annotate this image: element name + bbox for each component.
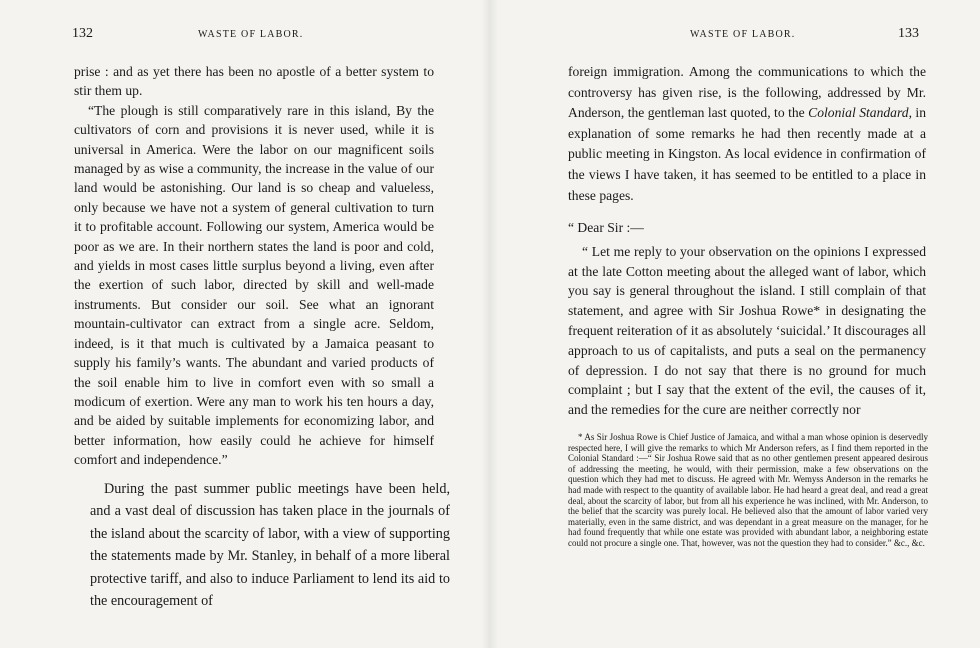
letter-body: “ Let me reply to your observation on the opinions I expressed at the late Cotton meeting about the alleged want of labor, which you say is general throughout the island. I still complain of that statement, and agree with Sir Joshua Rowe* in designating the frequent reiteration of it as absolutely ‘suicidal.’ It discourages all approach to us of capitalists, and puts a seal on the permanency of depression. I do not say that there is no ground for much complaint ; but I say that the extent of the evil, the causes of it, and the remedies for the cure are neither correctly nor (568, 243, 926, 418)
left-running-head: WASTE OF LABOR. (198, 29, 304, 40)
right-intro-paragraph (568, 62, 926, 206)
right-intro-italic: Colonial Standard (808, 105, 909, 121)
letter-salutation: “ Dear Sir :— (568, 220, 644, 235)
left-body-text (74, 62, 434, 470)
footnote: * As Sir Joshua Rowe is Chief Justice of Jamaica, and withal a man whose opinion is deservedly respected here, I will give the remarks to which Mr Anderson refers, as I find them reported in the Colonial Standard :—“ Sir Joshua Rowe said that as no other gentlemen present appeared desirous of addressing the meeting, he would, with their permission, make a few observations on the question which they had met to discuss. He agreed with Mr. Wemyss Anderson in the remarks he had made with respect to the quantity of available labor. He had heard a great deal, and read a great deal, about the scarcity of labor, but from all his experience he was inclined, with Mr. Anderson, to the belief that the scarcity was purely local. He believed also that the amount of labor varied very materially, even in the same district, and was dependant in a great measure on the manager, for he had found frequently that while one estate was provided with abundant labor, a neighboring estate could not procure a single one. That, however, was not the question they had to consider.” &c., &c. (568, 432, 928, 548)
left-para-continued: prise : and as yet there has been no apostle of a better system to stir them up. (74, 64, 434, 99)
right-page-number: 133 (898, 26, 919, 41)
left-quote-paragraph: “The plough is still comparatively rare in this island, By the cultivators of corn and provisions it is never used, while it is universal in America. Were the labor on our magnificent soils managed by as wise a community, the increase in the value of our land would be astonishing. Our land is so cheap and valueless, only because we have not a system of general cultivation to turn it to profitable account. Following our system, America would be poor as we are. In their northern states the land is poor and cold, and yields in most cases little surplus beyond a living, even after the exertion of such labor, directed by skill and well-made instruments. But consider our soil. See what an ignorant mountain-cultivator can extract from a single acre. Seldom, indeed, is it that much is cultivated by a Jamaica peasant to supply his family’s wants. The abundant and varied products of the soil enable him to live in comfort even with so small a modicum of exertion. Were any man to work his ten hours a day, and be aided by suitable implements for economizing labor, and better information, how easily could he achieve for himself comfort and independence.” (74, 102, 434, 468)
right-intro-part-b: , in explanation of some remarks he had then recently made at a public meeting in Kingston. As local evidence in confirmation of the views I have taken, it has seemed to be entitled to a place in these pages. (568, 105, 926, 203)
left-meetings-paragraph: During the past summer public meetings have been held, and a vast deal of discussion has taken place in the journals of the island about the scarcity of labor, with a view of supporting the statements made by Mr. Stanley, in behalf of a more liberal protective tariff, and also to induce Parliament to lend its aid to the encouragement of (90, 481, 450, 610)
right-intro-part-a: foreign immigration. Among the communications to which the controversy has given rise, is the following, addressed by Mr. Anderson, the gentleman last quoted, to the (568, 64, 926, 121)
left-page-number: 132 (72, 26, 93, 41)
left-body-text-lower (90, 478, 450, 612)
right-body-text (568, 62, 926, 206)
right-running-head: WASTE OF LABOR. (690, 29, 796, 40)
right-page (490, 0, 980, 648)
right-letter-text (568, 218, 926, 420)
